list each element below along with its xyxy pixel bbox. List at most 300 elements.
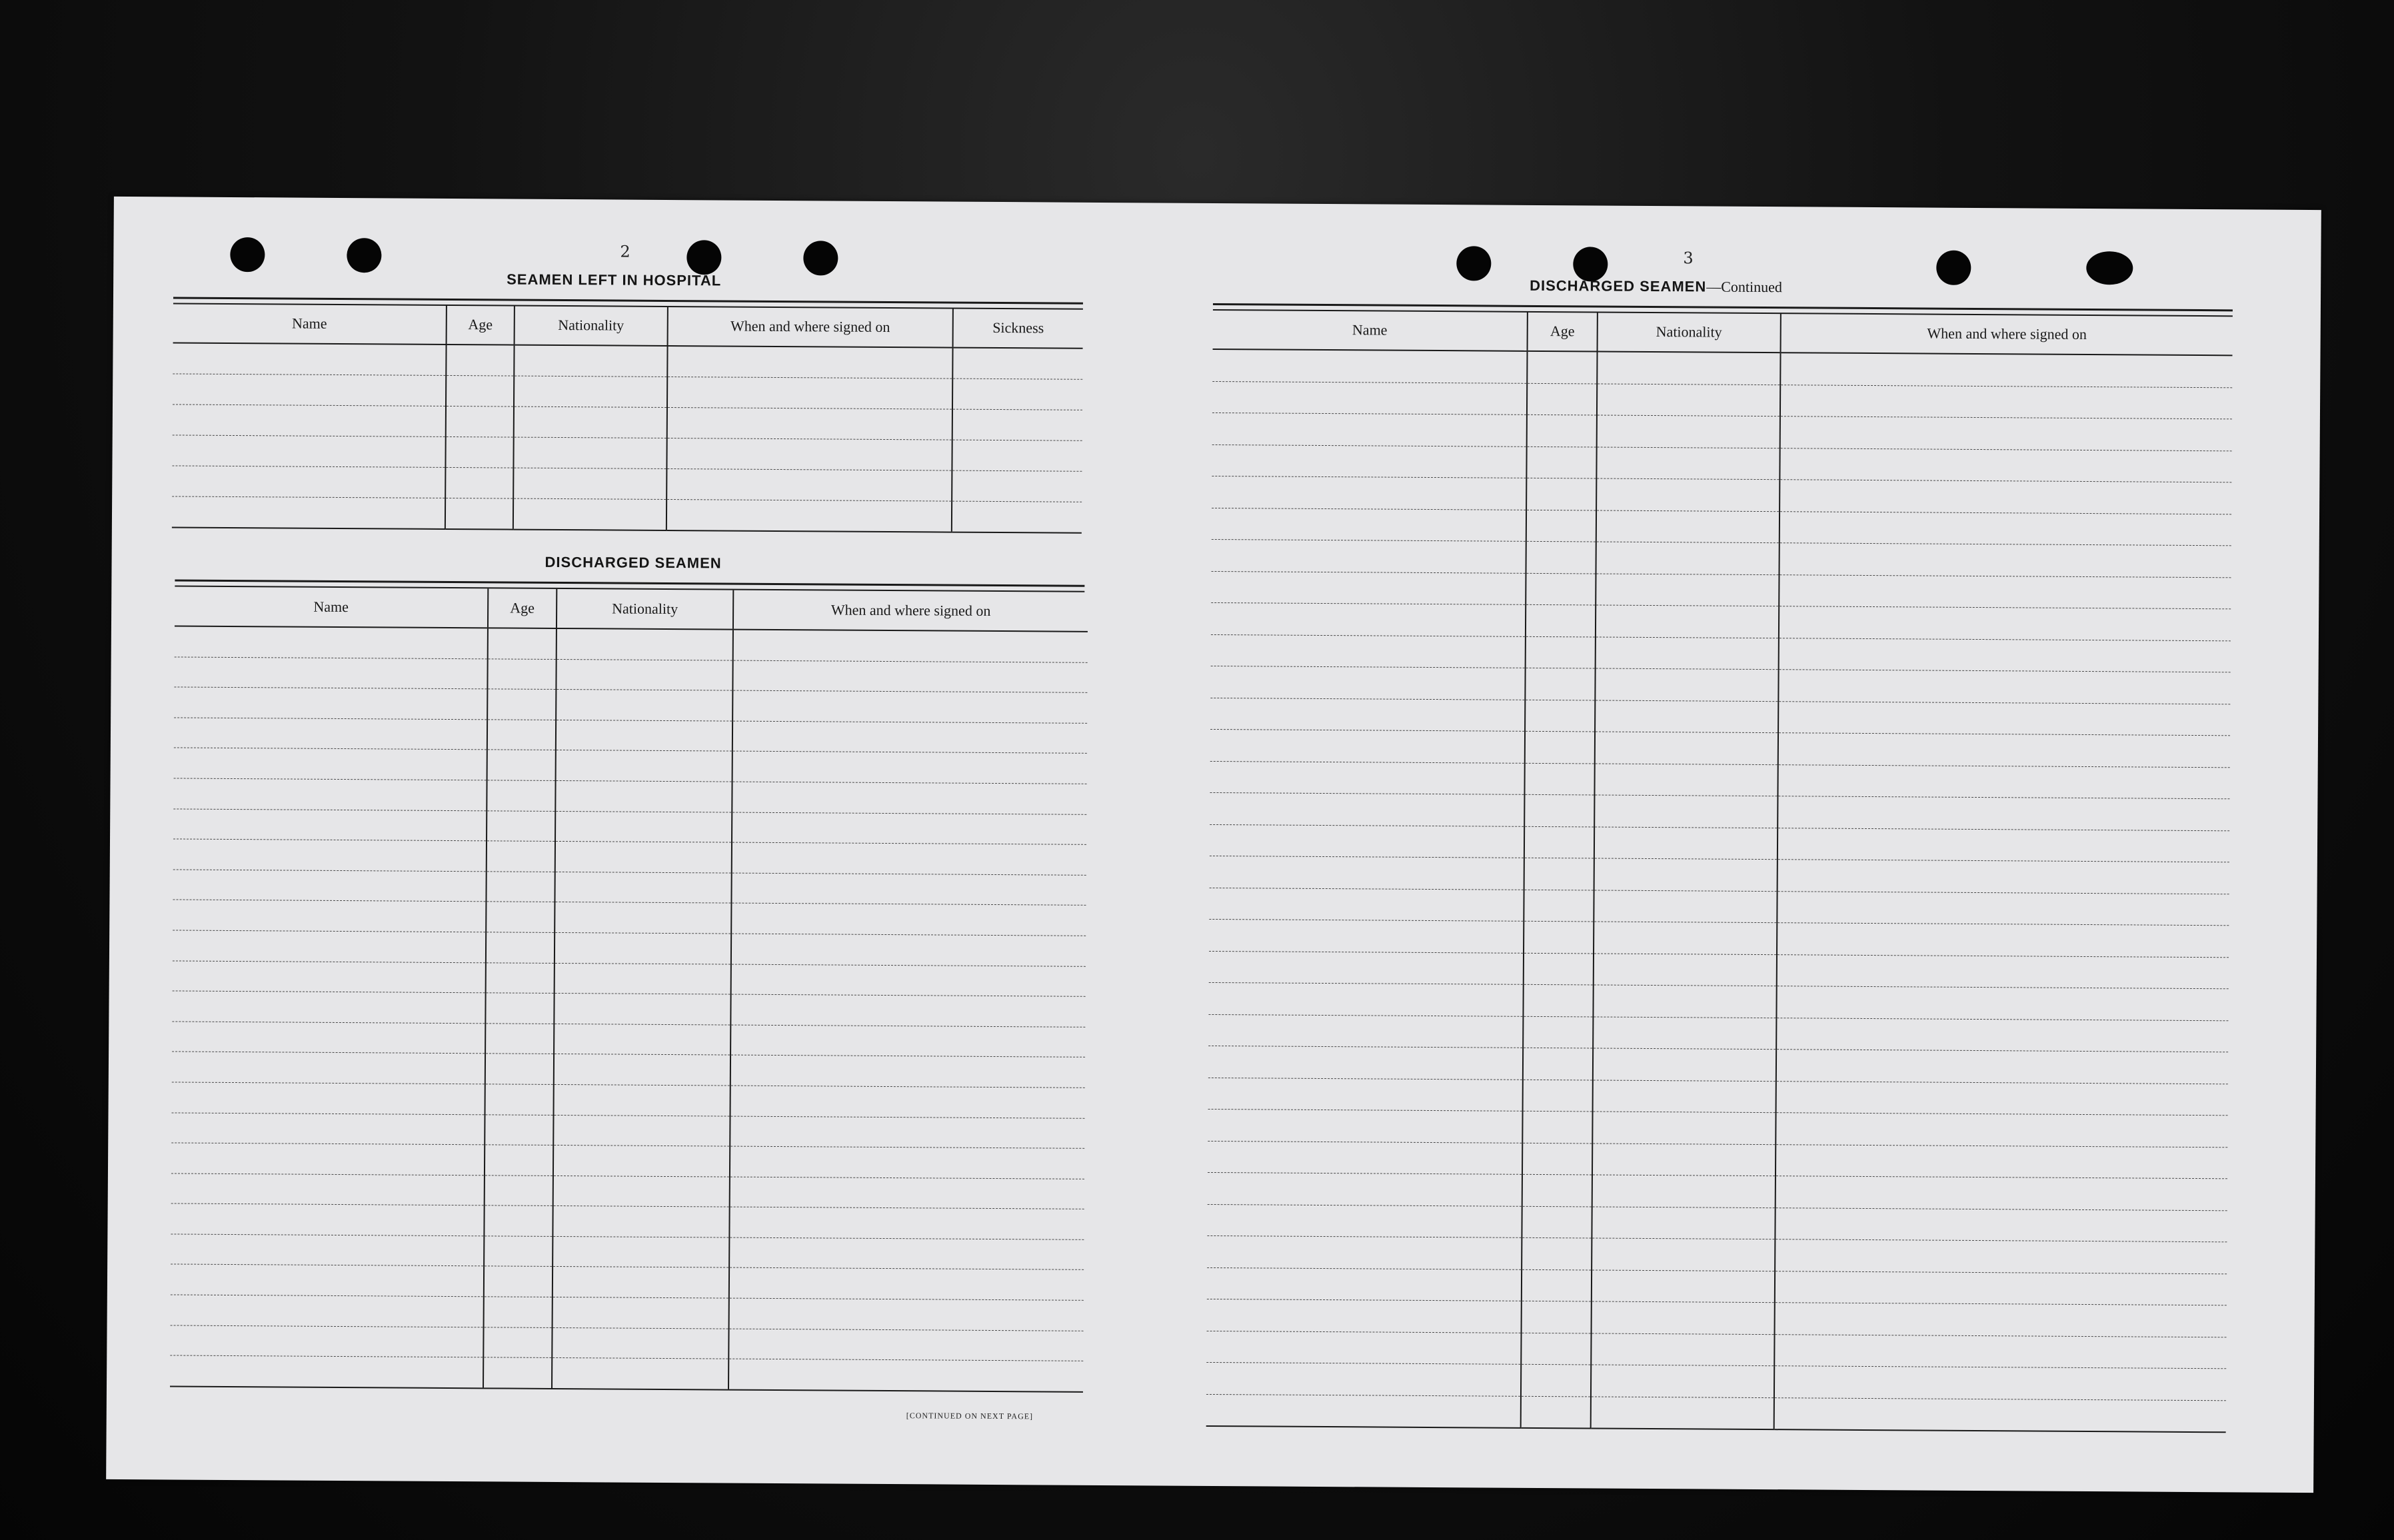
continued-table — [1206, 310, 2233, 1433]
blank-entry-cell — [1525, 731, 1595, 763]
blank-entry-cell — [173, 374, 446, 406]
blank-entry-cell — [1591, 1333, 1774, 1365]
blank-entry-cell — [1209, 919, 1524, 952]
blank-entry-cell — [555, 780, 732, 812]
blank-entry-cell — [1777, 923, 2229, 958]
blank-entry-cell — [1212, 476, 1526, 509]
blank-entry-cell — [1210, 761, 1524, 794]
blank-entry-cell — [171, 1203, 484, 1235]
blank-entry-cell — [1208, 1046, 1523, 1079]
blank-entry-cell — [732, 660, 1087, 693]
continued-footnote: [CONTINUED ON NEXT PAGE] — [906, 1411, 1034, 1421]
blank-entry-cell — [513, 468, 666, 499]
blank-entry-cell — [446, 406, 514, 437]
blank-entry-cell — [728, 1359, 1083, 1391]
blank-entry-cell — [1778, 828, 2229, 862]
continued-title-main: DISCHARGED SEAMEN — [1530, 277, 1707, 295]
blank-entry-cell — [484, 1266, 553, 1297]
blank-entry-cell — [730, 1116, 1084, 1149]
blank-entry-cell — [1776, 1050, 2228, 1084]
blank-entry-cell — [552, 1327, 728, 1359]
blank-entry-cell — [1527, 414, 1597, 446]
blank-entry-cell — [553, 1236, 729, 1267]
blank-entry-cell — [1777, 954, 2229, 989]
blank-entry-cell — [732, 842, 1086, 875]
blank-entry-cell — [1776, 1018, 2228, 1052]
blank-entry-cell — [484, 1205, 553, 1236]
blank-entry-cell — [1524, 953, 1594, 985]
blank-entry-cell — [171, 1143, 485, 1175]
blank-entry-cell — [1780, 511, 2231, 546]
blank-entry-cell — [1207, 1267, 1522, 1301]
blank-entry-cell — [730, 1055, 1085, 1088]
column-header: Name — [1213, 310, 1528, 351]
blank-entry-cell — [172, 496, 445, 529]
blank-entry-cell — [1526, 541, 1596, 573]
blank-entry-cell — [1596, 510, 1780, 542]
blank-entry-cell — [173, 778, 487, 810]
blank-entry-cell — [730, 994, 1085, 1027]
column-header: Nationality — [557, 589, 733, 630]
blank-entry-cell — [554, 1054, 730, 1086]
blank-entry-cell — [730, 1086, 1084, 1118]
blank-entry-cell — [1592, 1238, 1775, 1271]
blank-entry-cell — [446, 375, 514, 406]
blank-entry-cell — [1595, 700, 1778, 732]
blank-entry-cell — [1596, 605, 1779, 638]
blank-entry-cell — [172, 991, 485, 1023]
hospital-table — [172, 303, 1083, 533]
blank-entry-cell — [555, 932, 731, 964]
ledger-sheet — [106, 197, 2321, 1493]
blank-entry-cell — [1595, 668, 1778, 701]
blank-entry-cell — [485, 1084, 554, 1115]
blank-entry-cell — [1593, 1016, 1776, 1049]
blank-entry-cell — [1526, 573, 1596, 605]
blank-entry-cell — [1778, 670, 2230, 704]
punch-hole — [686, 240, 721, 275]
column-header: When and where signed on — [733, 590, 1088, 632]
blank-entry-cell — [171, 1112, 485, 1144]
column-header: Name — [173, 303, 447, 345]
continued-title-suffix: —Continued — [1706, 278, 1783, 296]
blank-entry-cell — [1776, 1144, 2227, 1179]
blank-entry-cell — [1207, 1204, 1522, 1237]
blank-entry-cell — [1774, 1397, 2226, 1432]
blank-entry-cell — [1778, 860, 2229, 894]
table-row — [172, 466, 1082, 502]
blank-entry-cell — [484, 1297, 553, 1327]
blank-entry-cell — [1596, 446, 1780, 479]
blank-entry-cell — [1778, 701, 2230, 736]
blank-entry-cell — [1208, 982, 1523, 1016]
blank-entry-cell — [1592, 1112, 1776, 1144]
blank-entry-cell — [487, 658, 556, 689]
blank-entry-cell — [1594, 826, 1778, 859]
blank-entry-cell — [1775, 1271, 2227, 1305]
blank-entry-cell — [1524, 890, 1594, 922]
blank-entry-cell — [173, 900, 486, 932]
table-row — [172, 496, 1082, 533]
punch-hole — [803, 241, 838, 275]
discharged-section-title: DISCHARGED SEAMEN — [545, 553, 722, 572]
blank-entry-cell — [554, 1024, 730, 1055]
blank-entry-cell — [667, 377, 952, 409]
blank-entry-cell — [554, 1084, 730, 1116]
blank-entry-cell — [1780, 385, 2232, 419]
blank-entry-cell — [556, 690, 732, 721]
column-header: Name — [175, 586, 488, 628]
blank-entry-cell — [666, 468, 952, 501]
blank-entry-cell — [1778, 733, 2230, 768]
blank-entry-cell — [1597, 352, 1780, 385]
blank-entry-cell — [1210, 792, 1524, 826]
table-row — [172, 435, 1082, 471]
blank-entry-cell — [667, 346, 952, 379]
blank-entry-cell — [1521, 1396, 1591, 1429]
blank-entry-cell — [487, 750, 556, 780]
blank-entry-cell — [1596, 636, 1779, 669]
blank-entry-cell — [1524, 826, 1594, 858]
table-row — [175, 626, 1088, 662]
blank-entry-cell — [732, 721, 1087, 754]
blank-entry-cell — [1522, 1237, 1592, 1269]
blank-entry-cell — [485, 1054, 554, 1084]
blank-entry-cell — [1212, 508, 1526, 541]
blank-entry-cell — [174, 718, 487, 750]
table-row — [173, 343, 1082, 379]
blank-entry-cell — [1777, 891, 2229, 926]
blank-entry-cell — [1776, 1176, 2227, 1211]
blank-entry-cell — [1206, 1394, 1521, 1428]
blank-entry-cell — [171, 1295, 484, 1327]
table-row — [173, 404, 1082, 440]
blank-entry-cell — [174, 687, 487, 719]
blank-entry-cell — [729, 1298, 1084, 1331]
column-header: Age — [488, 588, 557, 628]
blank-entry-cell — [556, 750, 732, 782]
blank-entry-cell — [446, 345, 514, 376]
blank-entry-cell — [174, 748, 487, 780]
blank-entry-cell — [1594, 922, 1777, 954]
punch-hole — [1936, 251, 1971, 285]
hospital-section-title: SEAMEN LEFT IN HOSPITAL — [507, 271, 722, 289]
blank-entry-cell — [1592, 1175, 1776, 1207]
blank-entry-cell — [1212, 412, 1527, 446]
blank-entry-cell — [1524, 858, 1594, 890]
blank-entry-cell — [1592, 1143, 1776, 1175]
blank-entry-cell — [1211, 602, 1526, 636]
blank-entry-cell — [556, 659, 732, 690]
blank-entry-cell — [553, 1206, 729, 1237]
blank-entry-cell — [666, 438, 952, 470]
blank-entry-cell — [1779, 606, 2231, 641]
blank-entry-cell — [1776, 1081, 2228, 1116]
blank-entry-cell — [1780, 353, 2232, 387]
blank-entry-cell — [1779, 638, 2231, 672]
blank-entry-cell — [1591, 1396, 1774, 1429]
blank-entry-cell — [1206, 1331, 1521, 1364]
blank-entry-cell — [952, 440, 1082, 471]
blank-entry-cell — [555, 811, 732, 842]
blank-entry-cell — [486, 932, 555, 963]
blank-entry-cell — [1593, 1080, 1776, 1112]
blank-entry-cell — [173, 809, 487, 841]
punch-hole — [1573, 247, 1608, 281]
hospital-table-header — [173, 303, 1083, 348]
blank-entry-cell — [1780, 448, 2231, 482]
blank-entry-cell — [1526, 604, 1596, 636]
blank-entry-cell — [172, 435, 445, 468]
blank-entry-cell — [1208, 1078, 1523, 1111]
blank-entry-cell — [667, 407, 952, 440]
blank-entry-cell — [170, 1325, 483, 1357]
blank-entry-cell — [1780, 416, 2232, 451]
blank-entry-cell — [486, 962, 555, 993]
blank-entry-cell — [1594, 795, 1778, 828]
blank-entry-cell — [666, 499, 952, 532]
blank-entry-cell — [1596, 478, 1780, 511]
blank-entry-cell — [952, 470, 1082, 502]
blank-entry-cell — [1527, 383, 1597, 415]
blank-entry-cell — [1210, 729, 1525, 762]
blank-entry-cell — [1524, 763, 1594, 795]
blank-entry-cell — [1775, 1239, 2227, 1274]
blank-entry-cell — [1776, 986, 2228, 1021]
blank-entry-cell — [483, 1327, 552, 1357]
blank-entry-cell — [1210, 824, 1524, 858]
blank-entry-cell — [555, 902, 731, 934]
blank-entry-cell — [1595, 732, 1778, 764]
blank-entry-cell — [731, 903, 1086, 936]
blank-entry-cell — [1212, 349, 1527, 383]
punch-hole — [347, 238, 381, 273]
blank-entry-cell — [1207, 1299, 1522, 1332]
column-header: Age — [1528, 312, 1598, 352]
blank-entry-cell — [1210, 698, 1525, 731]
blank-entry-cell — [172, 466, 445, 498]
blank-entry-cell — [171, 1234, 484, 1266]
blank-entry-cell — [1212, 381, 1527, 414]
blank-entry-cell — [1522, 1174, 1592, 1206]
blank-entry-cell — [553, 1115, 730, 1146]
blank-entry-cell — [445, 467, 513, 498]
blank-entry-cell — [1594, 763, 1778, 796]
column-header: Nationality — [515, 306, 668, 346]
blank-entry-cell — [552, 1358, 728, 1390]
blank-entry-cell — [1522, 1269, 1592, 1301]
blank-entry-cell — [730, 1177, 1084, 1209]
blank-entry-cell — [952, 348, 1082, 380]
blank-entry-cell — [731, 934, 1086, 966]
blank-entry-cell — [1522, 1143, 1592, 1175]
blank-entry-cell — [1774, 1366, 2226, 1401]
blank-entry-cell — [1208, 1014, 1523, 1048]
blank-entry-cell — [485, 1145, 553, 1175]
blank-entry-cell — [1212, 539, 1526, 572]
blank-entry-cell — [1211, 571, 1526, 604]
blank-entry-cell — [1521, 1364, 1591, 1396]
blank-entry-cell — [1775, 1207, 2227, 1242]
table-row — [170, 1355, 1083, 1391]
blank-entry-cell — [485, 1024, 554, 1054]
blank-entry-cell — [513, 498, 666, 530]
blank-entry-cell — [732, 812, 1086, 845]
blank-entry-cell — [1597, 415, 1780, 448]
blank-entry-cell — [1526, 478, 1596, 510]
blank-entry-cell — [1592, 1269, 1775, 1302]
blank-entry-cell — [513, 437, 666, 468]
blank-entry-cell — [1780, 480, 2231, 514]
blank-entry-cell — [1593, 1048, 1776, 1081]
blank-entry-cell — [1524, 921, 1594, 953]
blank-entry-cell — [733, 630, 1088, 662]
blank-entry-cell — [1208, 1172, 1522, 1205]
blank-entry-cell — [1596, 573, 1779, 606]
blank-entry-cell — [1521, 1333, 1591, 1365]
blank-entry-cell — [732, 690, 1087, 723]
right-page-number: 3 — [1683, 249, 1694, 268]
blank-entry-cell — [557, 628, 733, 660]
blank-entry-cell — [1526, 510, 1596, 542]
blank-entry-cell — [1594, 890, 1777, 922]
blank-entry-cell — [173, 343, 446, 375]
blank-entry-cell — [1775, 1303, 2227, 1337]
blank-entry-cell — [731, 964, 1086, 997]
blank-entry-cell — [1212, 444, 1526, 478]
blank-entry-cell — [172, 1082, 485, 1114]
blank-entry-cell — [1211, 634, 1526, 668]
blank-entry-cell — [1523, 1016, 1593, 1048]
blank-entry-cell — [488, 628, 557, 659]
blank-entry-cell — [553, 1175, 730, 1207]
blank-entry-cell — [952, 501, 1082, 533]
blank-entry-cell — [171, 1264, 484, 1296]
blank-entry-cell — [1592, 1206, 1775, 1239]
blank-entry-cell — [1591, 1365, 1774, 1397]
blank-entry-cell — [173, 839, 487, 871]
blank-entry-cell — [445, 436, 513, 468]
blank-entry-cell — [172, 1022, 485, 1054]
blank-entry-cell — [514, 376, 667, 407]
blank-entry-cell — [1596, 542, 1779, 574]
blank-entry-cell — [732, 751, 1087, 784]
blank-entry-cell — [952, 409, 1082, 440]
blank-entry-cell — [1522, 1301, 1592, 1333]
blank-entry-cell — [555, 963, 731, 994]
blank-entry-cell — [1210, 856, 1524, 889]
blank-entry-cell — [483, 1357, 552, 1389]
column-header: When and where signed on — [668, 307, 953, 348]
blank-entry-cell — [173, 870, 486, 902]
blank-entry-cell — [1523, 984, 1593, 1016]
blank-entry-cell — [173, 404, 446, 437]
blank-entry-cell — [487, 810, 555, 841]
blank-entry-cell — [1522, 1111, 1592, 1143]
blank-entry-cell — [554, 994, 730, 1025]
blank-entry-cell — [555, 842, 732, 873]
blank-entry-cell — [514, 345, 667, 377]
blank-entry-cell — [170, 1355, 483, 1388]
blank-entry-cell — [173, 930, 486, 962]
continued-table-header — [1213, 310, 2233, 355]
blank-entry-cell — [1525, 700, 1595, 732]
blank-entry-cell — [1206, 1362, 1521, 1395]
blank-entry-cell — [485, 1175, 553, 1206]
blank-entry-cell — [514, 406, 667, 438]
blank-entry-cell — [487, 841, 555, 872]
blank-entry-cell — [730, 1146, 1084, 1179]
blank-entry-cell — [1778, 796, 2229, 831]
blank-entry-cell — [173, 960, 486, 992]
blank-entry-cell — [486, 872, 555, 902]
blank-entry-cell — [1208, 1141, 1522, 1174]
blank-entry-cell — [556, 720, 732, 751]
table-row — [173, 374, 1082, 410]
blank-entry-cell — [1774, 1334, 2226, 1369]
blank-entry-cell — [484, 1236, 553, 1267]
blank-entry-cell — [487, 780, 555, 811]
blank-entry-cell — [732, 782, 1086, 814]
punch-hole — [2086, 251, 2133, 285]
blank-entry-cell — [1208, 1109, 1522, 1142]
blank-entry-cell — [730, 1025, 1085, 1058]
blank-entry-cell — [1593, 985, 1776, 1018]
blank-entry-cell — [729, 1268, 1084, 1301]
blank-entry-cell — [1525, 668, 1595, 700]
blank-entry-cell — [1209, 888, 1524, 921]
blank-entry-cell — [1594, 858, 1778, 891]
discharged-table — [170, 586, 1088, 1392]
blank-entry-cell — [1594, 953, 1777, 986]
blank-entry-cell — [1524, 794, 1594, 826]
blank-entry-cell — [1210, 666, 1525, 699]
blank-entry-cell — [485, 1114, 553, 1145]
blank-entry-cell — [555, 872, 731, 903]
table-row — [1206, 1394, 2226, 1432]
blank-entry-cell — [487, 689, 556, 720]
blank-entry-cell — [1527, 351, 1597, 384]
blank-entry-cell — [172, 1052, 485, 1084]
blank-entry-cell — [1522, 1206, 1592, 1238]
blank-entry-cell — [445, 498, 513, 529]
blank-entry-cell — [1526, 446, 1596, 478]
blank-entry-cell — [1779, 574, 2231, 609]
blank-entry-cell — [1523, 1048, 1593, 1080]
blank-entry-cell — [728, 1329, 1083, 1361]
blank-entry-cell — [1526, 636, 1596, 668]
punch-hole — [230, 237, 265, 272]
blank-entry-cell — [731, 873, 1086, 906]
blank-entry-cell — [174, 657, 487, 689]
blank-entry-cell — [1776, 1113, 2227, 1148]
blank-entry-cell — [171, 1173, 485, 1205]
discharged-table-header — [175, 586, 1088, 631]
blank-entry-cell — [1592, 1301, 1775, 1334]
blank-entry-cell — [1209, 951, 1524, 984]
blank-entry-cell — [729, 1207, 1084, 1239]
blank-entry-cell — [485, 993, 554, 1024]
blank-entry-cell — [486, 902, 555, 932]
left-page-number: 2 — [620, 242, 630, 261]
column-header: Nationality — [1598, 313, 1781, 353]
column-header: When and where signed on — [1781, 313, 2233, 355]
blank-entry-cell — [487, 720, 556, 750]
blank-entry-cell — [553, 1267, 729, 1298]
continued-section-title — [1530, 277, 1782, 296]
blank-entry-cell — [1778, 764, 2229, 799]
column-header: Age — [447, 305, 515, 345]
